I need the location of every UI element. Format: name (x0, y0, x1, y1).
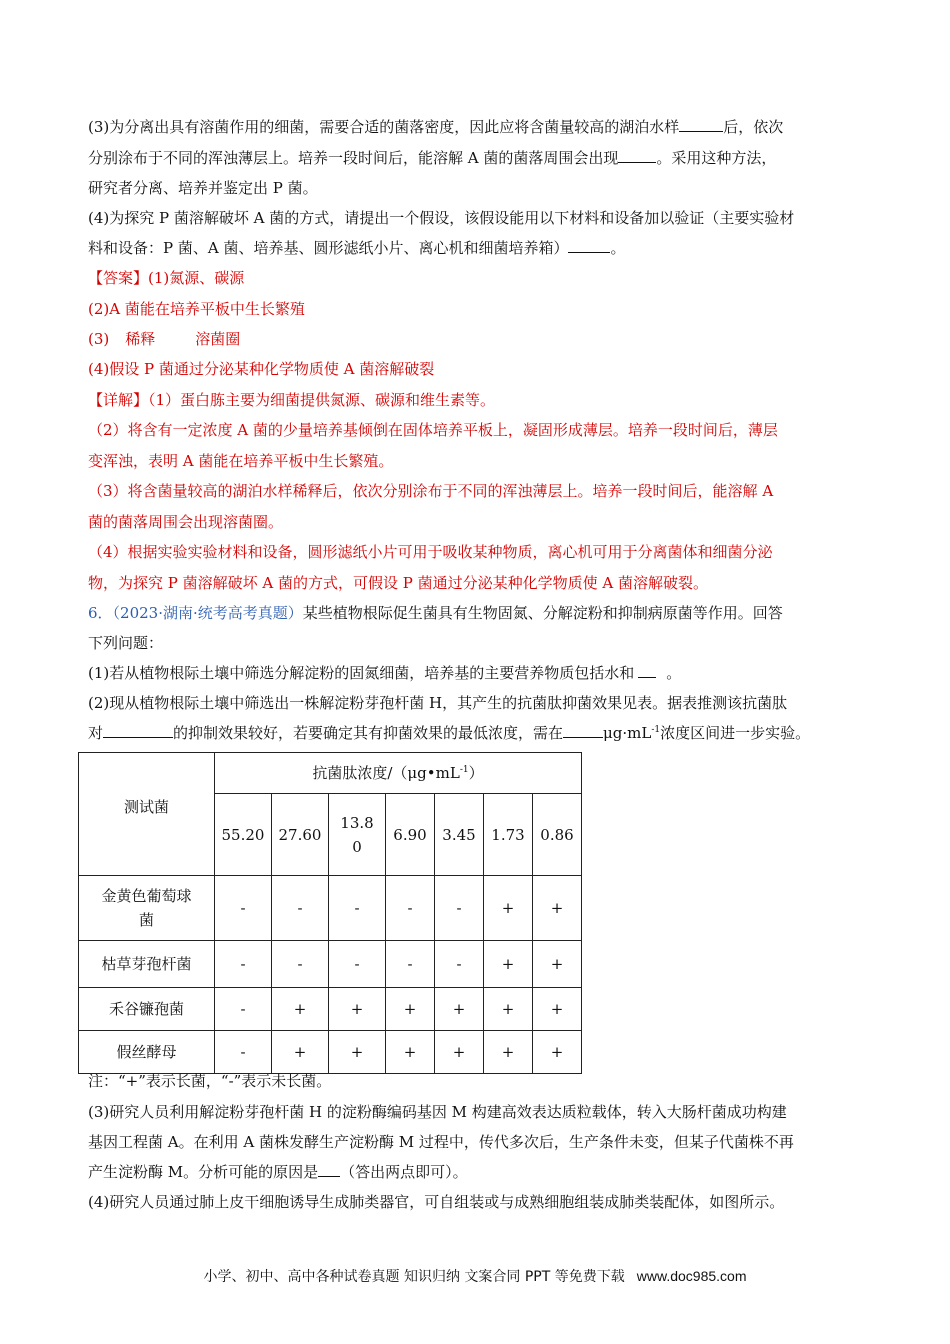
unit-exponent: -1 (651, 725, 661, 735)
result-cell: + (386, 1031, 435, 1074)
result-cell: - (215, 876, 272, 941)
answer-3b: 溶菌圈 (195, 330, 241, 348)
result-cell: + (533, 988, 582, 1031)
q5-part4-line1: (4)为探究 P 菌溶解破坏 A 菌的方式，请提出一个假设，该假设能用以下材料和设备加以验证（主要实验材 (88, 209, 795, 227)
conc-cell: 3.45 (435, 794, 484, 876)
q6-p2-text: 浓度区间进一步实验。 (660, 724, 811, 742)
table-row (79, 1031, 582, 1074)
q6-p1-text: (1)若从植物根际土壤中筛选分解淀粉的固氮细菌，培养基的主要营养物质包括水和 (88, 664, 635, 682)
q6-p3-text: 产生淀粉酶 M。分析可能的原因是 (88, 1163, 319, 1181)
q5-p3-text: 后，依次 (723, 118, 784, 136)
answer-3-number: (3) (88, 330, 110, 348)
result-cell: + (329, 1031, 386, 1074)
header-exponent: -1 (459, 765, 469, 776)
table-note: 注：“+”表示长菌，“-”表示未长菌。 (88, 1072, 332, 1090)
result-cell: - (435, 876, 484, 941)
result-cell: + (435, 988, 484, 1031)
organism-name: 菌 (138, 911, 154, 929)
result-cell: - (272, 876, 329, 941)
answer-3 (88, 329, 240, 349)
answer-blank (568, 238, 610, 253)
result-cell: - (215, 1031, 272, 1074)
result-cell: + (435, 1031, 484, 1074)
answer-line1 (88, 268, 244, 288)
conc-cell: 55.20 (215, 794, 272, 876)
answer-4: (4)假设 P 菌通过分泌某种化学物质使 A 菌溶解破裂 (88, 360, 435, 378)
detail-2a: （2）将含有一定浓度 A 菌的少量培养基倾倒在固体培养平板上，凝固形成薄层。培养一段时间后，薄层 (88, 421, 778, 439)
q5-p4-text: 料和设备：P 菌、A 菌、培养基、圆形滤纸小片、离心机和细菌培养箱） (88, 239, 569, 257)
result-cell: - (435, 941, 484, 988)
detail-tag: 【详解】 (88, 391, 149, 409)
detail-3a: （3）将含菌量较高的湖泊水样稀释后，依次分别涂布于不同的浑浊薄层上。培养一段时间后，能溶解 A (88, 482, 774, 500)
q6-part4: (4)研究人员通过肺上皮干细胞诱导生成肺类器官，可自组装或与成熟细胞组装成肺类装配体，如图所示。 (88, 1193, 785, 1211)
q5-part3-line1 (88, 117, 783, 137)
q6-part1 (88, 663, 681, 683)
q6-part3-line3 (88, 1162, 468, 1182)
answer-tag: 【答案】 (88, 269, 149, 287)
result-cell: + (484, 876, 533, 941)
answer-blank (563, 723, 603, 738)
answer-2: (2)A 菌能在培养平板中生长繁殖 (88, 300, 305, 318)
result-cell: + (533, 876, 582, 941)
result-cell: + (484, 941, 533, 988)
q6-stem-line1 (88, 603, 783, 623)
q5-p3-text: 。采用这种方法， (656, 149, 777, 167)
table-row (79, 941, 582, 988)
q5-p4-text: 。 (610, 239, 626, 257)
q5-part3-line3: 研究者分离、培养并鉴定出 P 菌。 (88, 179, 318, 197)
organism-cell: 枯草芽孢杆菌 (79, 941, 215, 988)
q5-part3-line2 (88, 148, 776, 168)
footer-text: 小学、初中、高中各种试卷真题 知识归纳 文案合同 PPT 等免费下载 (203, 1269, 625, 1285)
header-text: ） (468, 764, 484, 783)
result-cell: - (329, 941, 386, 988)
result-cell: + (484, 988, 533, 1031)
q6-part3-line2: 基因工程菌 A。在利用 A 菌株发酵生产淀粉酶 M 过程中，传代多次后，生产条件未变，但某子代菌株不再 (88, 1133, 794, 1151)
header-text: 抗菌肽浓度/（μg•mL (312, 764, 460, 783)
result-cell: - (215, 988, 272, 1031)
result-cell: - (272, 941, 329, 988)
detail-4a: （4）根据实验实验材料和设备，圆形滤纸小片可用于吸收某种物质，离心机可用于分离菌体和细菌分泌 (88, 543, 773, 561)
detail-2b: 变浑浊，表明 A 菌能在培养平板中生长繁殖。 (88, 452, 394, 470)
antibacterial-table (78, 752, 582, 1074)
table-corner: 测试菌 (79, 753, 215, 876)
conc-cell: 6.90 (386, 794, 435, 876)
detail-4b: 物，为探究 P 菌溶解破坏 A 菌的方式，可假设 P 菌通过分泌某种化学物质使 A 菌溶解破裂。 (88, 574, 708, 592)
q6-stem-line2: 下列问题： (88, 634, 164, 652)
result-cell: - (386, 876, 435, 941)
conc-cell: 1.73 (484, 794, 533, 876)
answer-blank (103, 723, 173, 738)
organism-cell: 假丝酵母 (79, 1031, 215, 1074)
organism-cell: 禾谷镰孢菌 (79, 988, 215, 1031)
answer-blank (638, 663, 656, 678)
q6-stem: 某些植物根际促生菌具有生物固氮、分解淀粉和抑制病原菌等作用。回答 (302, 604, 783, 622)
q6-part2-line2 (88, 723, 810, 743)
conc-value: 13.8 (340, 813, 374, 832)
result-cell: + (329, 988, 386, 1031)
q6-p1-text: 。 (666, 664, 682, 682)
table-row (79, 876, 582, 941)
unit: μg·mL (603, 724, 652, 742)
table-row (79, 988, 582, 1031)
detail-3b: 菌的菌落周围会出现溶菌圈。 (88, 513, 284, 531)
conc-cell: 0.86 (533, 794, 582, 876)
q6-part3-line1: (3)研究人员利用解淀粉芽孢杆菌 H 的淀粉酶编码基因 M 构建高效表达质粒载体，转入大肠杆菌成功构建 (88, 1103, 787, 1121)
result-cell: + (272, 1031, 329, 1074)
answer-blank (679, 117, 723, 132)
q6-p2-text: 的抑制效果较好，若要确定其有抑菌效果的最低浓度，需在 (173, 724, 564, 742)
detail-1: （1）蛋白胨主要为细菌提供氮源、碳源和维生素等。 (148, 391, 496, 409)
page-footer (0, 1266, 950, 1286)
footer-link[interactable]: www.doc985.com (636, 1268, 747, 1284)
conc-cell (329, 794, 386, 876)
result-cell: + (533, 941, 582, 988)
q6-source: （2023·湖南·统考高考真题） (112, 604, 303, 622)
result-cell: + (484, 1031, 533, 1074)
q6-p2-text: 对 (88, 724, 104, 742)
organism-cell (79, 876, 215, 941)
detail-line1 (88, 390, 495, 410)
result-cell: + (272, 988, 329, 1031)
result-cell: - (215, 941, 272, 988)
table-header (215, 753, 582, 794)
conc-cell: 27.60 (272, 794, 329, 876)
answer-blank (618, 148, 656, 163)
q5-p3-text: (3)为分离出具有溶菌作用的细菌，需要合适的菌落密度，因此应将含菌量较高的湖泊水样 (88, 118, 680, 136)
result-cell: + (386, 988, 435, 1031)
q5-p3-text: 分别涂布于不同的浑浊薄层上。培养一段时间后，能溶解 A 菌的菌落周围会出现 (88, 149, 619, 167)
q6-number: 6． (88, 604, 113, 622)
q6-part2-line1: (2)现从植物根际土壤中筛选出一株解淀粉芽孢杆菌 H，其产生的抗菌肽抑菌效果见表。据表推测该抗菌肽 (88, 694, 788, 712)
q6-p3-text: （答出两点即可）。 (340, 1163, 468, 1181)
q5-part4-line2 (88, 238, 625, 258)
answer-blank (318, 1162, 340, 1177)
answer-3a: 稀释 (125, 330, 156, 348)
answer-1: (1)氮源、碳源 (148, 269, 245, 287)
result-cell: + (533, 1031, 582, 1074)
result-cell: - (329, 876, 386, 941)
conc-value-wrap: 0 (352, 837, 362, 856)
result-cell: - (386, 941, 435, 988)
organism-name: 金黄色葡萄球 (101, 887, 192, 905)
